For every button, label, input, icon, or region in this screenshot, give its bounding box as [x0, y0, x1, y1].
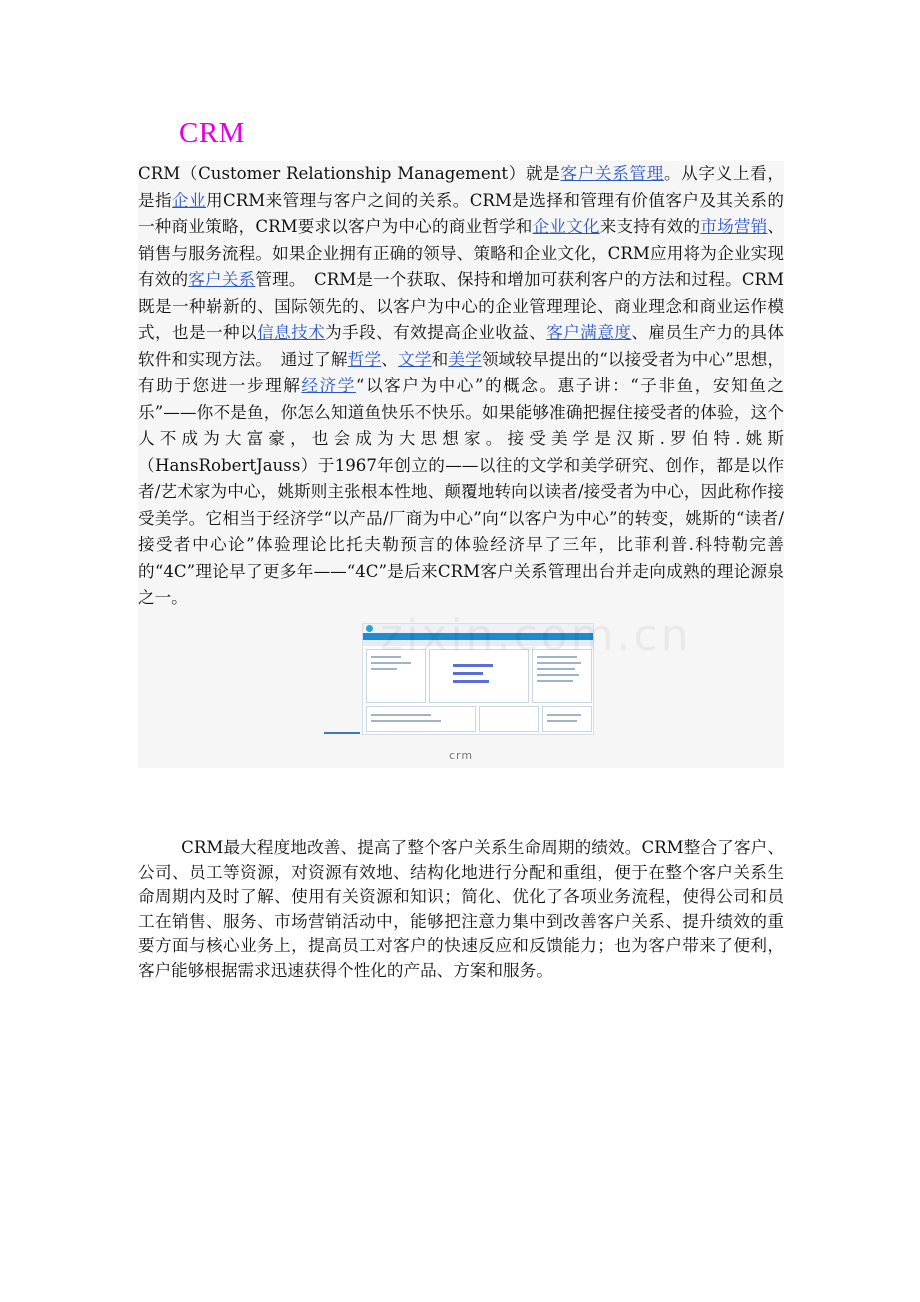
- inline-link[interactable]: 文学: [398, 349, 432, 369]
- article-body: [138, 161, 784, 768]
- inline-link[interactable]: 经济学: [301, 376, 356, 395]
- inline-link[interactable]: 市场营销: [700, 217, 768, 236]
- intro-paragraph: [138, 161, 784, 618]
- inline-link[interactable]: 哲学: [347, 349, 382, 369]
- paragraph-text: 。从字义上看，是指: [138, 164, 784, 210]
- paragraph-text: 、雇员生产力的具体软件和实现方法。 通过了解: [138, 323, 785, 369]
- inline-link[interactable]: 客户关系: [188, 270, 256, 289]
- paragraph-text: 管理。 CRM是一个获取、保持和增加可获利客户的方法和过程。CRM既是一种崭新的、国际领先的、以客户为中心的企业管理理论、商业理念和商业运作模式，也是一种以: [138, 270, 785, 342]
- inline-link[interactable]: 信息技术: [257, 323, 326, 342]
- paragraph-text: “以客户为中心”的概念。惠子讲：“子非鱼，安知鱼之乐”——你不是鱼，你怎么知道鱼快乐不快乐。如果能够准确把握住接受者的体验，这个人不成为大富豪，也会成为大思想家。接受美学是汉斯.罗伯特.姚斯（HansRobertJauss）于1967年创立的——以往的文学和美学研究、创作，都是以作者/艺术家为中心，姚斯则主张根本性地、颠覆地转向以读者/接受者为中心，因此称作接受美学。它相当于经济学“以产品/厂商为中心”向“以客户为中心”的转变，姚斯的“读者/接受者中心论”体验理论比托夫勒预言的体验经济早了三年，比菲利普.科特勒完善的“4C”理论早了更多年——“4C”是后来CRM客户关系管理出台并走向成熟的理论源泉之一。: [138, 376, 785, 607]
- paragraph-text: CRM（Customer Relationship Management）就是: [138, 164, 561, 183]
- inline-link[interactable]: 美学: [448, 349, 482, 369]
- paragraph-text: 和: [431, 349, 449, 369]
- watermark: zixin.com.cn: [380, 610, 692, 661]
- paragraph-text: 来支持有效的: [599, 217, 701, 236]
- page-title: CRM: [179, 117, 245, 149]
- inline-link[interactable]: 企业文化: [532, 217, 600, 236]
- paragraph-text: 为手段、有效提高企业收益、: [325, 323, 547, 342]
- inline-link[interactable]: 客户关系管理: [560, 164, 664, 183]
- paragraph-text: 用CRM来管理与客户之间的关系。CRM是选择和管理有价值客户及其关系的一种商业策略，CRM要求以客户为中心的商业哲学和: [138, 190, 784, 236]
- figure-link-underline: [324, 732, 360, 734]
- paragraph-text: 、: [381, 349, 399, 369]
- inline-link[interactable]: 客户满意度: [546, 323, 632, 342]
- paragraph-text: 、销售与服务流程。如果企业拥有正确的领导、策略和企业文化，CRM应用将为企业实现有效的: [138, 217, 785, 289]
- summary-paragraph: CRM最大程度地改善、提高了整个客户关系生命周期的绩效。CRM整合了客户、公司、员工等资源，对资源有效地、结构化地进行分配和重组，便于在整个客户关系生命周期内及时了解、使用有关资源和知识；简化、优化了各项业务流程，使得公司和员工在销售、服务、市场营销活动中，能够把注意力集中到改善客户关系、提升绩效的重要方面与核心业务上，提高员工对客户的快速反应和反馈能力；也为客户带来了便利，客户能够根据需求迅速获得个性化的产品、方案和服务。: [138, 838, 784, 980]
- paragraph-text: 领域较早提出的“以接受者为中心”思想，有助于您进一步理解: [138, 349, 785, 395]
- inline-link[interactable]: 企业: [172, 190, 207, 210]
- figure-caption: crm: [448, 748, 474, 762]
